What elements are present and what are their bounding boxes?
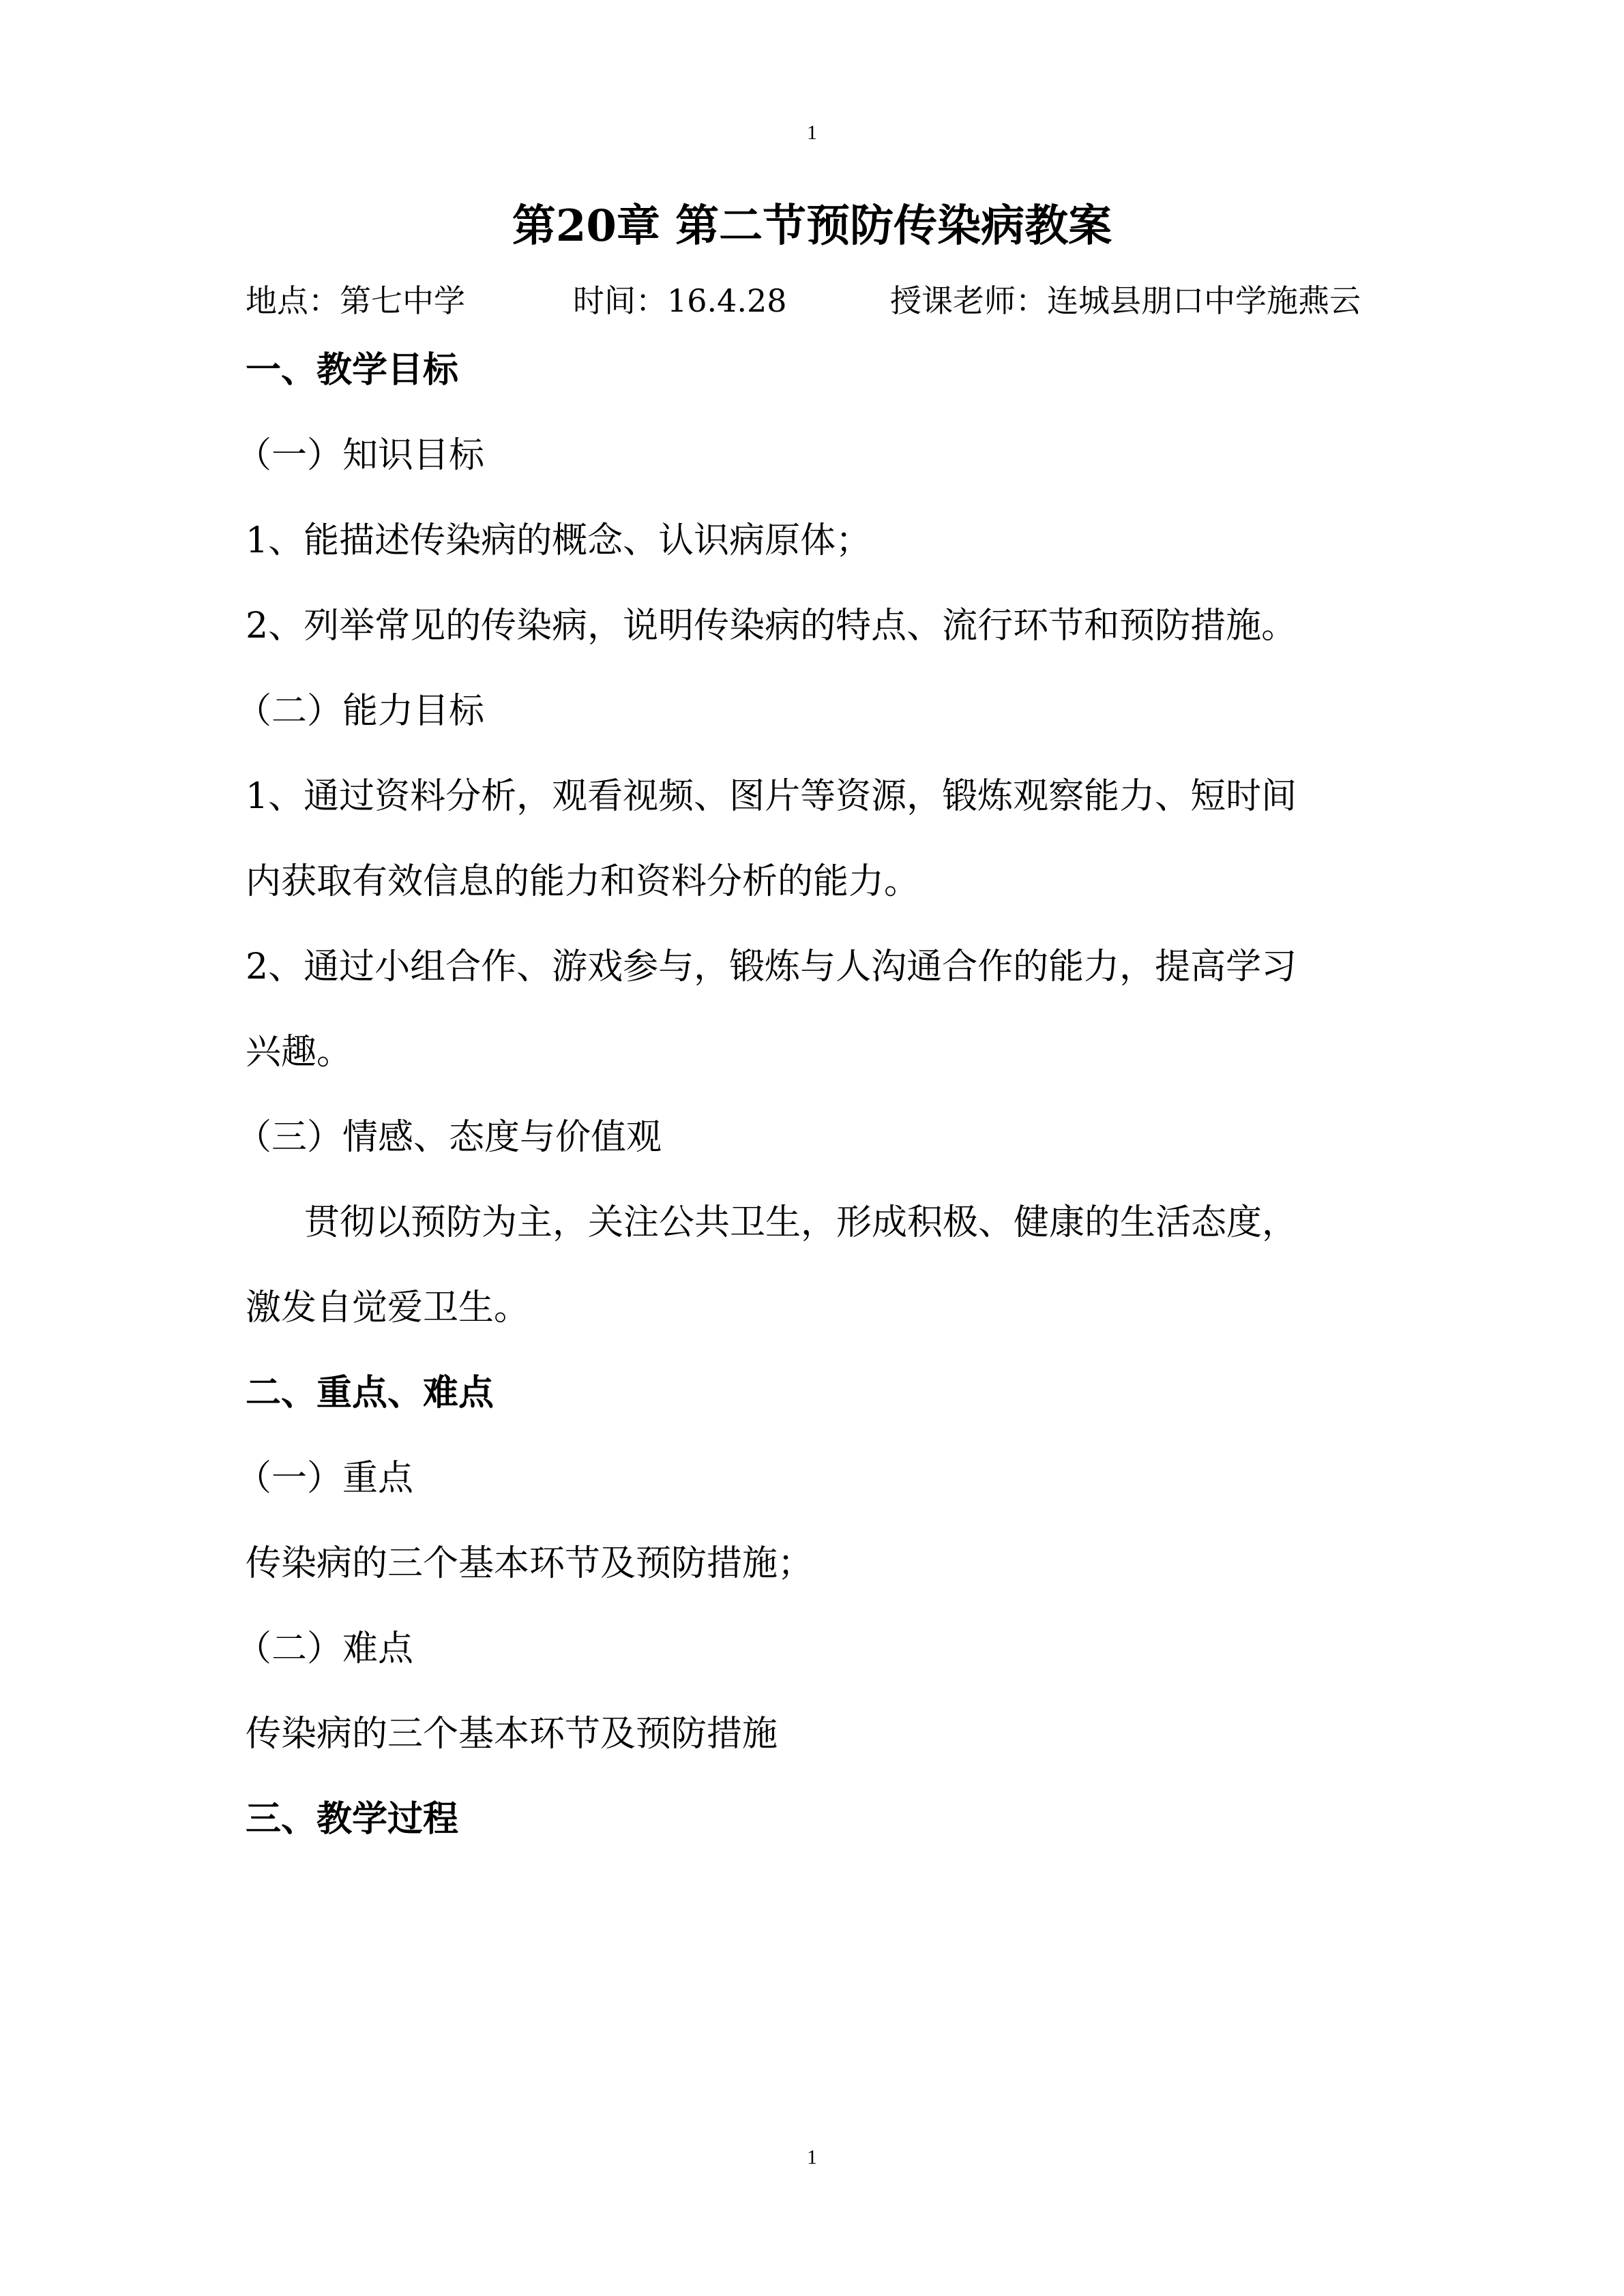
meta-teacher: 授课老师：连城县朋口中学施燕云 bbox=[890, 282, 1361, 319]
difficulty-text: 传染病的三个基本环节及预防措施 bbox=[246, 1714, 778, 1755]
ability-item-2-line-2: 兴趣。 bbox=[246, 1032, 353, 1073]
subheading-difficulty: （二）难点 bbox=[236, 1628, 414, 1669]
ability-item-1-line-1: 1、通过资料分析，观看视频、图片等资源，锻炼观察能力、短时间 bbox=[246, 776, 1297, 817]
meta-time: 时间：16.4.28 bbox=[573, 282, 787, 319]
section-heading-objectives: 一、教学目标 bbox=[246, 350, 459, 391]
subheading-key: （一）重点 bbox=[236, 1458, 414, 1499]
emotion-line-1: 贯彻以预防为主，关注公共卫生，形成积极、健康的生活态度， bbox=[304, 1202, 1298, 1243]
knowledge-item-1: 1、能描述传染病的概念、认识病原体； bbox=[246, 520, 872, 561]
subheading-ability: （二）能力目标 bbox=[236, 691, 485, 732]
subheading-knowledge: （一）知识目标 bbox=[236, 435, 485, 476]
subheading-emotion: （三）情感、态度与价值观 bbox=[236, 1117, 662, 1158]
knowledge-item-2: 2、列举常见的传染病，说明传染病的特点、流行环节和预防措施。 bbox=[246, 606, 1297, 646]
section-heading-key-points: 二、重点、难点 bbox=[246, 1373, 494, 1414]
key-text: 传染病的三个基本环节及预防措施； bbox=[246, 1543, 814, 1584]
emotion-line-2: 激发自觉爱卫生。 bbox=[246, 1287, 530, 1328]
ability-item-2-line-1: 2、通过小组合作、游戏参与，锻炼与人沟通合作的能力，提高学习 bbox=[246, 946, 1297, 987]
section-heading-process: 三、教学过程 bbox=[246, 1799, 459, 1840]
meta-location: 地点：第七中学 bbox=[246, 282, 465, 319]
ability-item-1-line-2: 内获取有效信息的能力和资料分析的能力。 bbox=[246, 861, 920, 902]
header-page-number: 1 bbox=[807, 121, 817, 144]
footer-page-number: 1 bbox=[807, 2146, 817, 2168]
document-title: 第20章 第二节预防传染病教案 bbox=[512, 200, 1112, 252]
